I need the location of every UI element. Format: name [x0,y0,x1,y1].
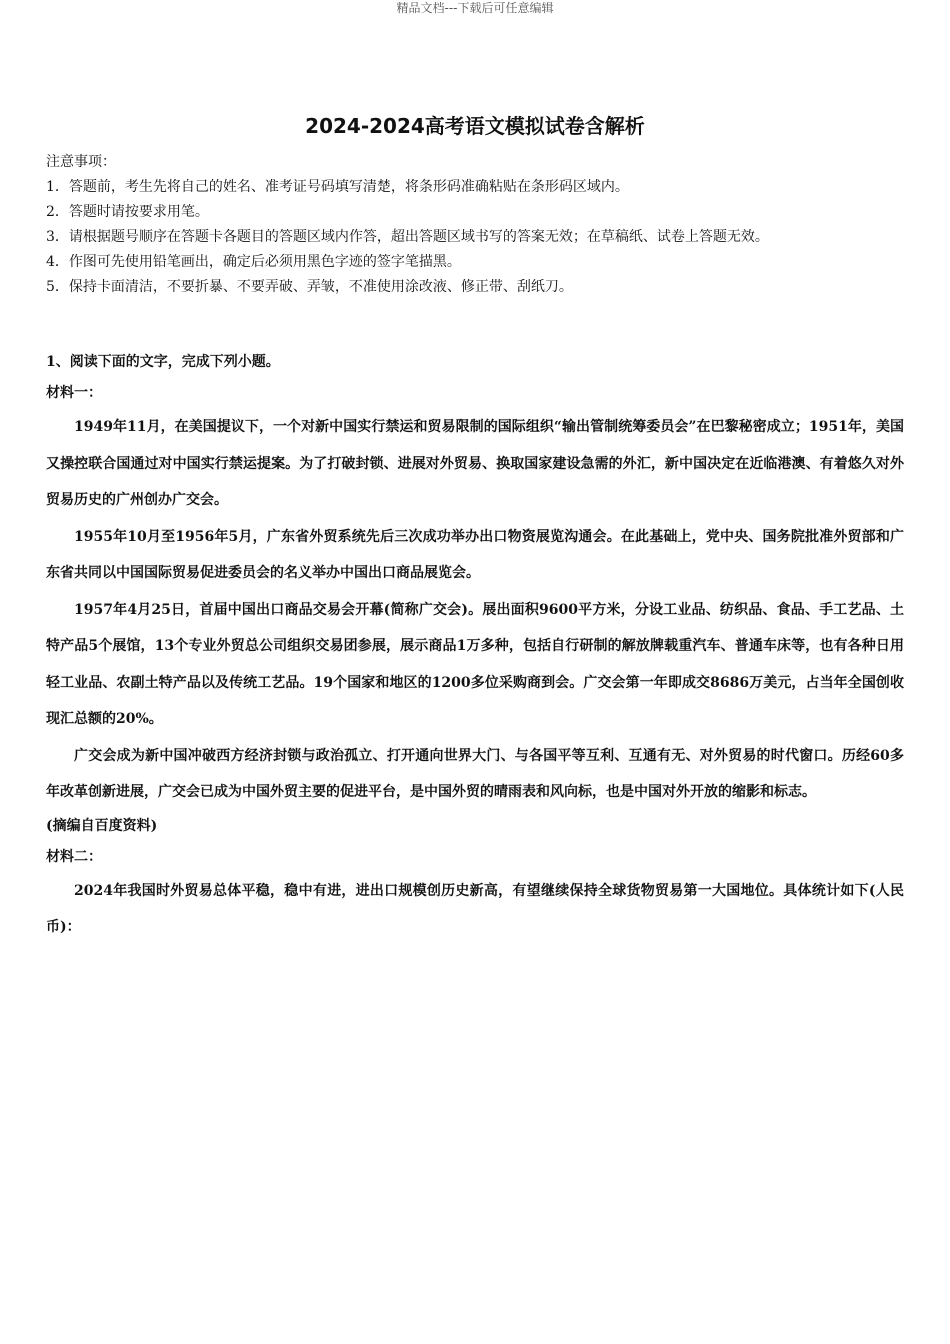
material-two-paragraph: 2024年我国时外贸易总体平稳，稳中有进，进出口规模创历史新高，有望继续保持全球货物贸易第一大国地位。具体统计如下(人民币)： [46,882,904,935]
material-two-label: 材料二： [46,848,102,865]
notice-item: 2．答题时请按要求用笔。 [46,204,209,220]
material-one-paragraph: 广交会成为新中国冲破西方经济封锁与政治孤立、打开通向世界大门、与各国平等互利、互通有无、对外贸易的时代窗口。历经60多年改革创新进展，广交会已成为中国外贸主要的促进平台，是中国外贸的晴雨表和风向标，也是中国对外开放的缩影和标志。 [46,747,904,800]
notice-heading: 注意事项： [46,154,116,170]
document-title: 2024-2024高考语文模拟试卷含解析 [305,114,645,138]
notice-item: 3．请根据题号顺序在答题卡各题目的答题区域内作答，超出答题区域书写的答案无效；在草稿纸、试卷上答题无效。 [46,229,769,245]
material-one-paragraph: 1957年4月25日，首届中国出口商品交易会开幕(简称广交会)。展出面积9600平方米，分设工业品、纺织品、食品、手工艺品、土特产品5个展馆，13个专业外贸总公司组织交易团参展，展示商品1万多种，包括自行研制的解放牌载重汽车、普通车床等，也有各种日用轻工业品、农副土特产品以及传统工艺品。19个国家和地区的1200多位采购商到会。广交会第一年即成交8686万美元，占当年全国创收现汇总额的20%。 [46,601,904,727]
material-one-paragraph: 1955年10月至1956年5月，广东省外贸系统先后三次成功举办出口物资展览沟通会。在此基础上，党中央、国务院批准外贸部和广东省共同以中国国际贸易促进委员会的名义举办中国出口商品展览会。 [46,528,904,581]
notice-item: 1．答题前，考生先将自己的姓名、准考证号码填写清楚，将条形码准确粘贴在条形码区域内。 [46,179,629,195]
header-note: 精品文档---下载后可任意编辑 [396,1,554,15]
material-one-label: 材料一： [46,385,102,401]
notice-item: 4．作图可先使用铅笔画出，确定后必须用黑色字迹的签字笔描黑。 [46,254,461,270]
material-one-source: (摘编自百度资料) [46,817,158,834]
material-one-paragraph: 1949年11月，在美国提议下，一个对新中国实行禁运和贸易限制的国际组织“输出管制统筹委员会”在巴黎秘密成立；1951年，美国又操控联合国通过对中国实行禁运提案。为了打破封锁、进展对外贸易、换取国家建设急需的外汇，新中国决定在近临港澳、有着悠久对外贸易历史的广州创办广交会。 [46,419,904,508]
question-section [46,347,904,946]
question-intro: 1、阅读下面的文字，完成下列小题。 [46,354,280,370]
notice-item: 5．保持卡面清洁，不要折暴、不要弄破、弄皱，不准使用涂改液、修正带、刮纸刀。 [46,279,573,295]
notice-section [46,150,916,300]
